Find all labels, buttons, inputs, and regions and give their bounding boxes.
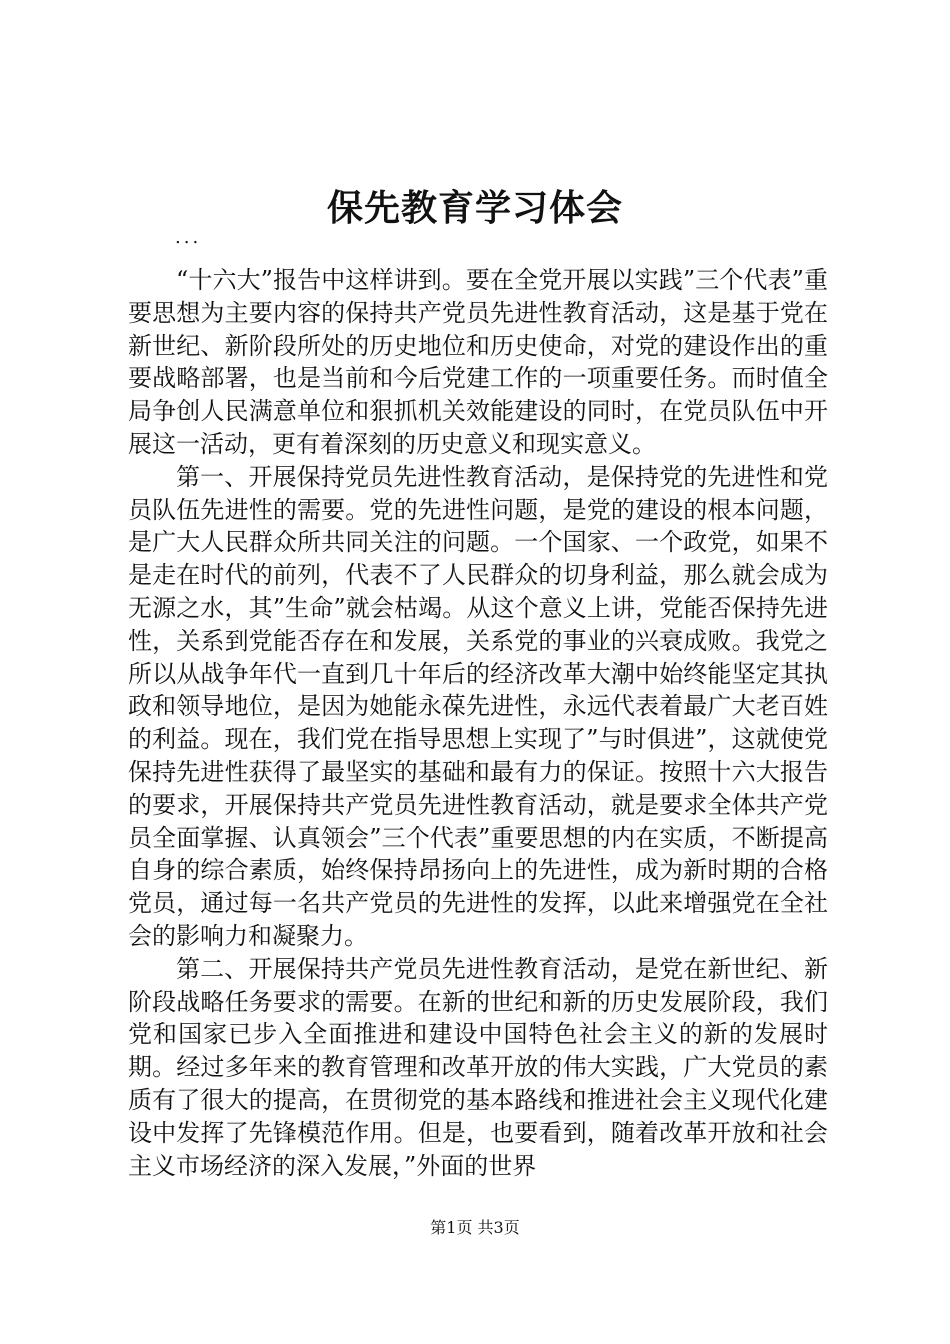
paragraph-second-point: 第二、开展保持共产党员先进性教育活动，是党在新世纪、新阶段战略任务要求的需要。在新的世纪和新的历史发展阶段，我们党和国家已步入全面推进和建设中国特色社会主义的新的发展时期。经过多年来的教育管理和改革开放的伟大实践，广大党员的素质有了很大的提高，在贯彻党的基本路线和推进社会主义现代化建设中发挥了先锋模范作用。但是，也要看到，随着改革开放和社会主义市场经济的深入发展，”外面的世界	[128, 954, 828, 1180]
document-body	[128, 264, 828, 1182]
ellipsis-marker: ...	[175, 227, 202, 248]
paragraph-first-point: 第一、开展保持党员先进性教育活动，是保持党的先进性和党员队伍先进性的需要。党的先进性问题，是党的建设的根本问题，是广大人民群众所共同关注的问题。一个国家、一个政党，如果不是走在时代的前列，代表不了人民群众的切身利益，那么就会成为无源之水，其”生命”就会枯竭。从这个意义上讲，党能否保持先进性，关系到党能否存在和发展，关系党的事业的兴衰成败。我党之所以从战争年代一直到几十年后的经济改革大潮中始终能坚定其执政和领导地位，是因为她能永葆先进性，永远代表着最广大老百姓的利益。现在，我们党在指导思想上实现了”与时俱进”，这就使党保持先进性获得了最坚实的基础和最有力的保证。按照十六大报告的要求，开展保持共产党员先进性教育活动，就是要求全体共产党员全面掌握、认真领会”三个代表”重要思想的内在实质，不断提高自身的综合素质，始终保持昂扬向上的先进性，成为新时期的合格党员，通过每一名共产党员的先进性的发挥，以此来增强党在全社会的影响力和凝聚力。	[128, 462, 828, 950]
document-title: 保先教育学习体会	[326, 187, 623, 229]
paragraph-intro: “十六大”报告中这样讲到。要在全党开展以实践”三个代表”重要思想为主要内容的保持共产党员先进性教育活动，这是基于党在新世纪、新阶段所处的历史地位和历史使命，对党的建设作出的重要战略部署，也是当前和今后党建工作的一项重要任务。而时值全局争创人民满意单位和狠抓机关效能建设的同时，在党员队伍中开展这一活动，更有着深刻的历史意义和现实意义。	[128, 266, 828, 458]
page-number-footer: 第1页 共3页	[430, 1218, 520, 1237]
